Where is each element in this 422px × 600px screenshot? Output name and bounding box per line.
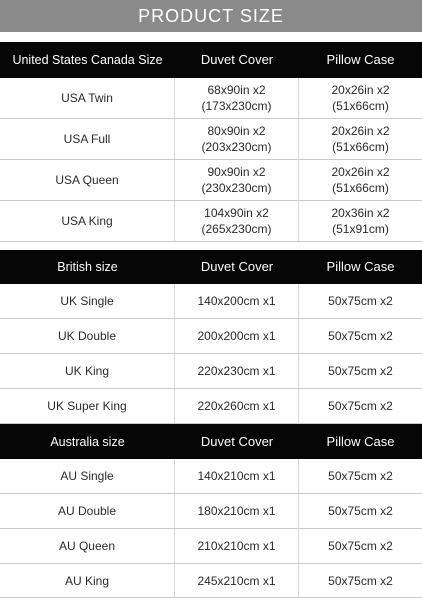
table-row: [0, 354, 422, 389]
duvet-cover-size: 180x210cm x1: [175, 494, 299, 528]
table-row: [0, 319, 422, 354]
duvet-cover-size: 210x210cm x1: [175, 529, 299, 563]
size-name: AU Single: [0, 459, 175, 493]
size-name: AU Queen: [0, 529, 175, 563]
size-name: USA Twin: [0, 78, 175, 118]
duvet-cover-size: 245x210cm x1: [175, 564, 299, 597]
section-header-uk: [0, 250, 422, 284]
header-pillow-case: Pillow Case: [326, 52, 395, 67]
size-name: UK Super King: [0, 389, 175, 423]
product-size-banner: [0, 0, 422, 32]
banner-title: PRODUCT SIZE: [138, 5, 284, 26]
duvet-cover-size: 200x200cm x1: [175, 319, 299, 353]
duvet-cover-size: 90x90in x2 (230x230cm): [175, 160, 299, 200]
pillow-case-size: 20x26in x2 (51x66cm): [331, 83, 390, 113]
header-pillow-case: Pillow Case: [326, 259, 395, 274]
pillow-case-size: 50x75cm x2: [328, 539, 393, 553]
duvet-cover-size: 104x90in x2 (265x230cm): [175, 201, 299, 241]
duvet-cover-size: 68x90in x2 (173x230cm): [175, 78, 299, 118]
header-size-label: United States Canada Size: [12, 53, 163, 67]
header-duvet-cover: Duvet Cover: [200, 52, 274, 67]
pillow-case-size: 50x75cm x2: [328, 399, 393, 413]
duvet-cover-size: 220x260cm x1: [175, 389, 299, 423]
size-name: AU King: [0, 564, 175, 597]
size-name: USA Queen: [0, 160, 175, 200]
header-size-label: Australia size: [50, 434, 125, 449]
header-size-label: British size: [57, 260, 118, 274]
pillow-case-size: 50x75cm x2: [328, 364, 393, 378]
table-row: [0, 564, 422, 598]
table-row: [0, 529, 422, 564]
header-pillow-case: Pillow Case: [326, 433, 395, 449]
pillow-case-size: 50x75cm x2: [328, 329, 393, 343]
duvet-cover-size: 220x230cm x1: [175, 354, 299, 388]
duvet-cover-size: 140x200cm x1: [175, 284, 299, 318]
size-name: UK Single: [0, 284, 175, 318]
header-duvet-cover: Duvet Cover: [200, 433, 274, 449]
size-name: USA Full: [0, 119, 175, 159]
table-row: [0, 284, 422, 319]
pillow-case-size: 50x75cm x2: [328, 504, 393, 518]
size-name: USA King: [0, 201, 175, 241]
pillow-case-size: 20x36in x2 (51x91cm): [331, 206, 390, 236]
pillow-case-size: 50x75cm x2: [328, 294, 393, 308]
size-name: UK Double: [0, 319, 175, 353]
table-row: [0, 494, 422, 529]
pillow-case-size: 20x26in x2 (51x66cm): [331, 165, 390, 195]
size-name: AU Double: [0, 494, 175, 528]
table-row: [0, 389, 422, 424]
table-row: [0, 459, 422, 494]
table-row: [0, 119, 422, 160]
pillow-case-size: 50x75cm x2: [328, 573, 393, 588]
header-duvet-cover: Duvet Cover: [200, 259, 274, 274]
pillow-case-size: 20x26in x2 (51x66cm): [331, 124, 390, 154]
table-row: [0, 78, 422, 119]
size-name: UK King: [0, 354, 175, 388]
table-row: [0, 160, 422, 201]
section-header-usa: [0, 42, 422, 78]
table-row: [0, 201, 422, 242]
duvet-cover-size: 140x210cm x1: [175, 459, 299, 493]
duvet-cover-size: 80x90in x2 (203x230cm): [175, 119, 299, 159]
pillow-case-size: 50x75cm x2: [328, 469, 393, 483]
section-header-australia: [0, 424, 422, 459]
